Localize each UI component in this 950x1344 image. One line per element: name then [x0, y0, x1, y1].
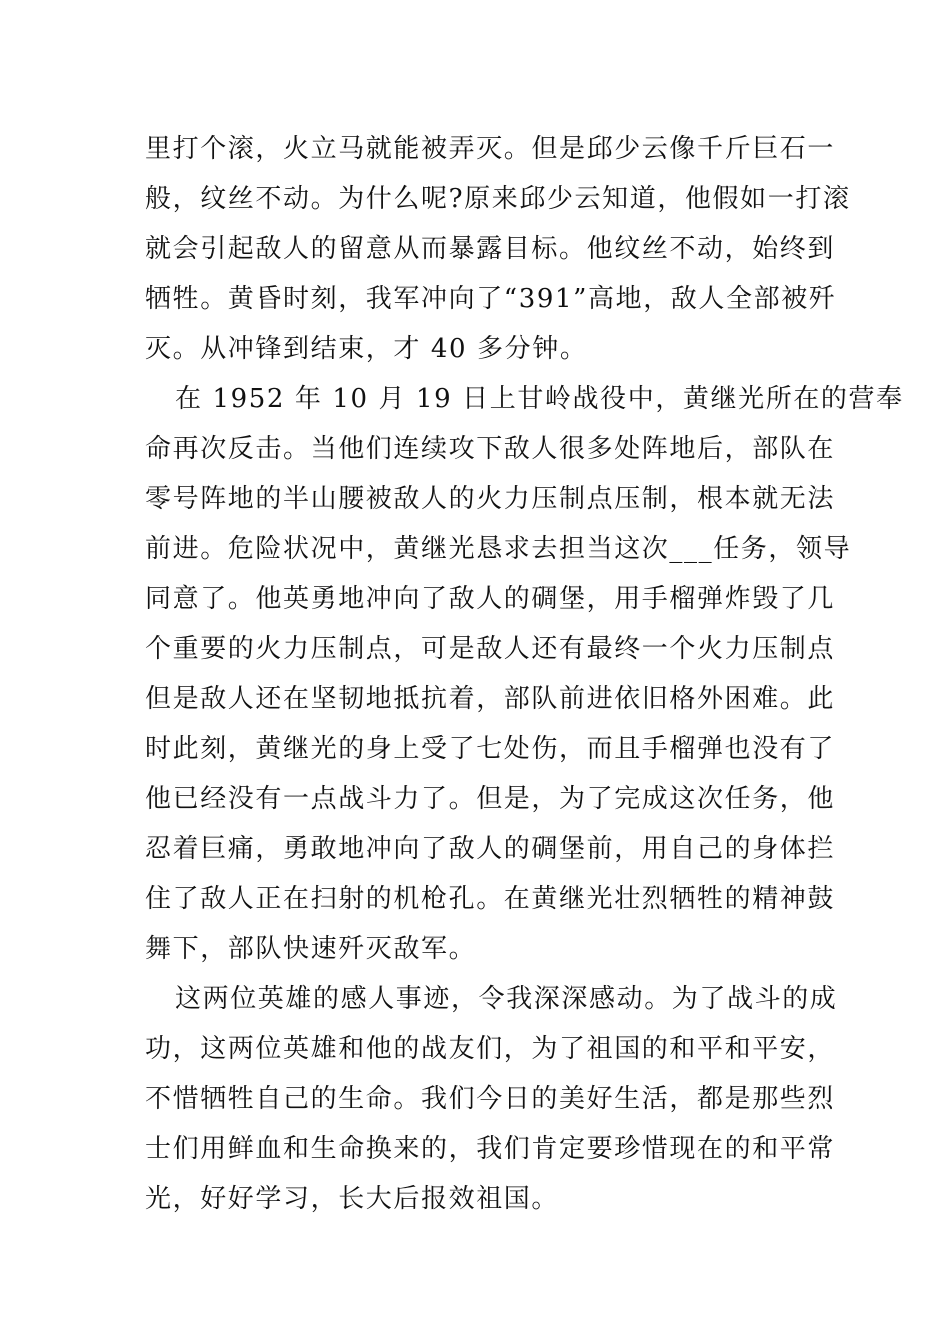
text-line: 光，好好学习，长大后报效祖国。	[145, 1184, 560, 1214]
text-line: 忍着巨痛，勇敢地冲向了敌人的碉堡前，用自己的身体拦	[145, 834, 836, 864]
text-line: 他已经没有一点战斗力了。但是，为了完成这次任务，他	[145, 784, 836, 814]
text-line: 就会引起敌人的留意从而暴露目标。他纹丝不动，始终到	[145, 234, 836, 264]
text-line: 功，这两位英雄和他的战友们，为了祖国的和平和平安，	[145, 1034, 836, 1064]
text-line: 命再次反击。当他们连续攻下敌人很多处阵地后，部队在	[145, 434, 836, 464]
text-line: 士们用鲜血和生命换来的，我们肯定要珍惜现在的和平常	[145, 1134, 836, 1164]
text-line: 同意了。他英勇地冲向了敌人的碉堡，用手榴弹炸毁了几	[145, 584, 836, 614]
paragraph-start-line: 这两位英雄的感人事迹，令我深深感动。为了战斗的成	[175, 984, 838, 1014]
text-line: 住了敌人正在扫射的机枪孔。在黄继光壮烈牺牲的精神鼓	[145, 884, 836, 914]
text-line: 般，纹丝不动。为什么呢?原来邱少云知道，他假如一打滚	[145, 184, 851, 214]
text-line: 灭。从冲锋到结束，才 40 多分钟。	[145, 334, 588, 364]
text-line: 不惜牺牲自己的生命。我们今日的美好生活，都是那些烈	[145, 1084, 836, 1114]
text-line: 舞下，部队快速歼灭敌军。	[145, 934, 477, 964]
text-line: 零号阵地的半山腰被敌人的火力压制点压制，根本就无法	[145, 484, 836, 514]
text-line: 时此刻，黄继光的身上受了七处伤，而且手榴弹也没有了	[145, 734, 836, 764]
text-line: 牺牲。黄昏时刻，我军冲向了“391”高地，敌人全部被歼	[145, 284, 837, 314]
paragraph-start-line: 在 1952 年 10 月 19 日上甘岭战役中，黄继光所在的营奉	[175, 384, 904, 414]
text-line: 个重要的火力压制点，可是敌人还有最终一个火力压制点	[145, 634, 836, 664]
document-body	[145, 124, 904, 1224]
text-line: 里打个滚，火立马就能被弄灭。但是邱少云像千斤巨石一	[145, 134, 836, 164]
text-line: 前进。危险状况中，黄继光恳求去担当这次___任务，领导	[145, 534, 852, 564]
text-line: 但是敌人还在坚韧地抵抗着，部队前进依旧格外困难。此	[145, 684, 836, 714]
